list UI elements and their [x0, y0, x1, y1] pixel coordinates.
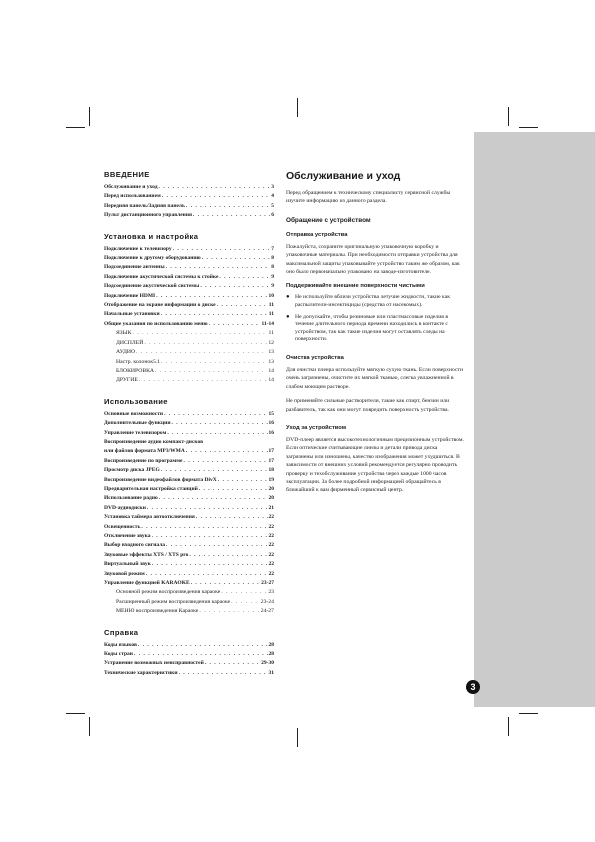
toc-leader-dots	[189, 551, 267, 560]
toc-leader-dots	[173, 245, 271, 254]
toc-entry-page: 11-14	[261, 320, 274, 327]
maintenance-heading: Уход за устройством	[286, 425, 347, 432]
toc-entry-label: АУДИО	[116, 349, 136, 356]
toc-leader-dots	[161, 358, 267, 367]
toc-section	[104, 628, 274, 679]
toc-leader-dots	[179, 669, 268, 678]
toc-entry-page: 31	[268, 669, 274, 676]
toc-entry-label: Передняя панель/Задняя панель	[104, 202, 185, 209]
toc-entry	[104, 659, 274, 668]
toc-leader-dots	[138, 641, 268, 650]
toc-entry	[104, 211, 274, 220]
toc-entry	[104, 273, 274, 282]
toc-entry-page: 21	[268, 504, 274, 511]
toc-entry	[104, 358, 274, 367]
toc-leader-dots	[219, 273, 270, 282]
toc-entry-label: Основные возможности	[104, 410, 164, 417]
toc-entry-label: Выбор входного сигнала	[104, 542, 166, 549]
toc-leader-dots	[161, 466, 268, 475]
toc-leader-dots	[161, 310, 268, 319]
toc-entry-page: 22	[268, 523, 274, 530]
toc-entry-page: 3	[271, 184, 274, 190]
toc-leader-dots	[132, 329, 267, 338]
toc-leader-dots	[162, 192, 270, 201]
toc-entry	[104, 523, 274, 532]
toc-entry-page: 28	[268, 651, 274, 658]
toc-entry-page: 23-24	[260, 598, 274, 605]
cleaning-heading: Очистка устройства	[286, 355, 344, 361]
toc-entry-label: Подключение HDMI	[104, 292, 156, 299]
toc-entry-page: 16	[268, 420, 274, 427]
toc-entry-page: 19	[268, 476, 274, 483]
toc-entry-label: Перед использованием	[104, 193, 161, 200]
section-heading: Обращение с устройством	[286, 216, 371, 224]
toc-entry-label: Коды языков	[104, 641, 137, 648]
toc-entry-label: МЕНЮ воспроизведения Караоке	[116, 608, 199, 615]
toc-entry	[104, 588, 274, 597]
table-of-contents	[104, 170, 274, 689]
toc-entry-label: DVD-аудиодиски	[104, 504, 146, 511]
toc-entry	[104, 329, 274, 338]
toc-heading: ВВЕДЕНИЕ	[104, 170, 150, 179]
toc-entry-label: Воспроизведение по программе	[104, 457, 183, 464]
toc-entry-page: 10	[268, 292, 274, 299]
toc-entry-label: Обслуживание и уход	[104, 184, 158, 190]
toc-entry	[104, 669, 274, 678]
toc-entry	[104, 457, 274, 466]
toc-leader-dots	[202, 254, 270, 263]
crop-mark	[508, 107, 509, 126]
toc-entry-label: Подсоединение антенны	[104, 264, 165, 271]
intro-text: Перед обращением к техническому специалисту сервисной службы изучите информацию из данного раздела.	[286, 190, 451, 205]
crop-mark	[66, 713, 85, 714]
toc-entry-label: Звуковой режим	[104, 570, 145, 577]
cleaning-text: Для очистки плеера используйте мягкую сухую ткань. Если поверхности очень загрязнены, очистите их мягкой тканью, слегка увлажненной в слабом моющем растворе.	[286, 367, 464, 390]
toc-entry-label: Установка таймера автоотключения	[104, 514, 195, 521]
crop-mark	[519, 127, 538, 128]
toc-leader-dots	[205, 659, 260, 668]
toc-entry-page: 18	[268, 467, 274, 474]
toc-entry-page: 8	[271, 255, 274, 262]
toc-entry	[104, 570, 274, 579]
list-item	[286, 314, 464, 344]
toc-leader-dots	[217, 301, 268, 310]
toc-entry-label: Виртуальный звук	[104, 561, 151, 568]
toc-leader-dots	[164, 410, 267, 419]
toc-entry	[104, 607, 274, 616]
toc-entry-label: Использование радио	[104, 495, 158, 502]
toc-entry-page: 22	[268, 542, 274, 549]
shipping-heading: Отправка устройства	[286, 231, 348, 238]
toc-leader-dots	[186, 202, 270, 211]
toc-entry-page: 22	[268, 514, 274, 521]
toc-leader-dots	[159, 494, 268, 503]
toc-entry-label: Подключение акустической системы к стойке	[104, 273, 219, 280]
toc-entry	[104, 485, 274, 494]
toc-entry	[104, 339, 274, 348]
toc-entry-page: 9	[271, 273, 274, 280]
toc-entry-label: Отключение звука	[104, 533, 151, 539]
toc-leader-dots	[221, 588, 267, 597]
toc-entry-page: 28	[268, 641, 274, 648]
toc-entry-label: Устранение возможных неисправностей	[104, 660, 204, 667]
toc-leader-dots	[199, 485, 268, 494]
toc-entry	[104, 650, 274, 659]
toc-leader-dots	[152, 532, 268, 541]
toc-leader-dots	[134, 650, 268, 659]
toc-leader-dots	[146, 570, 268, 579]
bullet-icon: ●	[286, 313, 290, 320]
toc-leader-dots	[155, 367, 267, 376]
toc-entry-page: 8	[271, 264, 274, 271]
toc-leader-dots	[136, 348, 267, 357]
toc-entry-page: 11	[268, 311, 274, 318]
toc-entry-page: 13	[268, 358, 274, 365]
toc-leader-dots	[183, 457, 267, 466]
toc-entry-label: Дополнительные функции	[104, 420, 171, 427]
toc-entry	[104, 438, 274, 447]
toc-entry-label: Технические характеристики	[104, 669, 178, 676]
toc-entry-page: 14	[268, 377, 274, 384]
crop-mark	[519, 713, 538, 714]
toc-entry-label: Воспроизведение аудио компакт-дисков	[104, 438, 204, 445]
toc-entry	[104, 320, 274, 329]
toc-entry-label: Коды стран	[104, 651, 133, 658]
toc-leader-dots	[158, 183, 270, 192]
toc-entry-page: 15	[268, 410, 274, 417]
toc-entry-label: БЛОКИРОВКА	[116, 367, 155, 374]
toc-section	[104, 232, 274, 386]
toc-entry-label: Управление функцией KARAOKE	[104, 580, 190, 587]
toc-entry-page: 13	[268, 349, 274, 356]
toc-entry-page: 24-27	[260, 608, 274, 615]
toc-leader-dots	[152, 560, 268, 569]
toc-entry-label: Общие указания по использованию меню	[104, 320, 208, 327]
toc-entry-label: Начальные установки	[104, 311, 160, 318]
toc-entry-label: или файлов формата MP3/WMA	[104, 448, 185, 455]
toc-leader-dots	[144, 339, 267, 348]
toc-entry	[104, 245, 274, 254]
toc-entry-label: Звуковые эффекты XTS / XTS pro	[104, 551, 189, 558]
toc-entry-label: Предварительная настройка станций	[104, 485, 198, 492]
toc-leader-dots	[196, 513, 268, 522]
toc-leader-dots	[156, 292, 267, 301]
toc-entry	[104, 263, 274, 272]
toc-heading: Установка и настройка	[104, 231, 199, 241]
toc-leader-dots	[200, 282, 270, 291]
toc-entry-page: 16	[268, 429, 274, 436]
toc-entry	[104, 532, 274, 541]
toc-entry-page: 20	[268, 485, 274, 492]
crop-mark	[89, 717, 90, 736]
toc-leader-dots	[141, 523, 267, 532]
toc-entry-page: 20	[268, 495, 274, 502]
toc-entry	[104, 598, 274, 607]
toc-entry	[104, 494, 274, 503]
list-item	[286, 294, 464, 309]
surfaces-heading: Поддерживайте внешние поверхности чистыми	[286, 283, 425, 290]
toc-entry-label: ДРУГИЕ	[116, 377, 138, 384]
toc-leader-dots	[147, 504, 268, 513]
toc-entry	[104, 202, 274, 211]
toc-entry	[104, 192, 274, 201]
toc-entry	[104, 504, 274, 513]
toc-entry-page: 22	[268, 570, 274, 577]
care-section	[286, 170, 464, 501]
cleaning-warning-text: Не применяйте сильные растворители, такие как спирт, бензин или разбавитель, так как они могут повредить поверхность устройства.	[286, 398, 450, 413]
toc-entry-label: Пульт дистанционного управления	[104, 212, 192, 219]
toc-entry	[104, 541, 274, 550]
toc-leader-dots	[191, 579, 261, 588]
toc-entry-page: 4	[271, 193, 274, 200]
toc-leader-dots	[166, 263, 271, 272]
toc-entry-page: 7	[271, 245, 274, 252]
toc-section	[104, 170, 274, 221]
toc-entry-label: Подсоединение акустической системы	[104, 283, 200, 290]
toc-entry-page: 14	[268, 367, 274, 374]
side-band	[474, 132, 595, 707]
page-number-badge: 3	[466, 680, 480, 694]
toc-entry-label: ДИСПЛЕЙ	[116, 339, 144, 346]
toc-leader-dots	[171, 419, 267, 428]
toc-leader-dots	[209, 320, 261, 329]
toc-entry	[104, 183, 274, 192]
shipping-text: Пожалуйста, сохраните оригинальную упаковочную коробку и упаковочные материалы. При необходимости отправки устройства для максимальной защиты упаковывайте устройство таким же образом, как оно было первоначально упаковано на заводе-изготовителе.	[286, 243, 460, 276]
bullet-icon: ●	[286, 294, 290, 301]
toc-entry-page: 12	[268, 339, 274, 346]
toc-entry-page: 6	[271, 212, 274, 219]
toc-heading: Справка	[104, 627, 139, 637]
toc-entry-page: 17	[268, 448, 274, 455]
toc-leader-dots	[218, 476, 268, 485]
toc-entry	[104, 476, 274, 485]
toc-leader-dots	[186, 447, 268, 456]
maintenance-text: DVD-плеер является высокотехнологичным прецизионным устройством. Если оптические считывающие линзы и детали привода диска загрязнены или изношены, качество изображения может ухудшиться. В зависимости от внешних условий рекомендуется регулярно проводить проверку и техобслуживание устройства через каждые 1000 часов эксплуатации. За более подробной информацией обращайтесь в ближайший к вам фирменный сервисный центр.	[286, 437, 464, 494]
toc-entry	[104, 254, 274, 263]
toc-entry-label: Подключение к другому оборудованию	[104, 255, 201, 262]
toc-leader-dots	[167, 429, 267, 438]
toc-entry-page: 23	[268, 589, 274, 596]
toc-entry-label: Настр. колонок5.1	[116, 358, 161, 365]
toc-entry-page: 22	[268, 561, 274, 568]
toc-entry-page: 17	[268, 457, 274, 464]
toc-entry-page: 11	[268, 330, 274, 337]
toc-entry	[104, 429, 274, 438]
bullet-text: Не используйте вблизи устройства летучие жидкости, такие как распылители-инсектициды (средства от насекомых).	[295, 294, 450, 309]
toc-entry-label: Отображение на экране информации о диске	[104, 302, 216, 309]
toc-entry-page: 5	[271, 202, 274, 209]
toc-entry-label: Освещенность	[104, 523, 141, 530]
toc-entry-label: Расширенный режим воспроизведения караоке	[116, 598, 231, 605]
toc-entry	[104, 301, 274, 310]
toc-entry-page: 22	[268, 551, 274, 558]
toc-heading: Использование	[104, 396, 168, 406]
crop-mark	[297, 728, 298, 747]
crop-mark	[297, 98, 298, 117]
toc-entry	[104, 551, 274, 560]
toc-entry	[104, 513, 274, 522]
page-title: Обслуживание и уход	[286, 170, 401, 182]
toc-entry	[104, 419, 274, 428]
toc-leader-dots	[139, 376, 268, 385]
toc-leader-dots	[231, 598, 260, 607]
toc-entry-page: 23-27	[261, 580, 274, 587]
toc-section	[104, 397, 274, 617]
crop-mark	[66, 127, 85, 128]
toc-leader-dots	[166, 541, 267, 550]
toc-entry	[104, 560, 274, 569]
toc-entry	[104, 410, 274, 419]
toc-entry-label: Подключение к телевизору	[104, 245, 172, 252]
toc-entry-page: 11	[268, 302, 274, 309]
toc-entry-page: 22	[268, 533, 274, 539]
toc-entry	[104, 447, 274, 456]
toc-entry-label: Просмотр диска JPEG	[104, 467, 160, 474]
bullet-text: Не допускайте, чтобы резиновые или пластмассовые изделия в течение длительного периода времени находились в контакте с устройством, так как такие изделия могут оставлять следы на поверхности.	[295, 313, 449, 343]
toc-entry-label: ЯЗЫК	[116, 330, 132, 337]
crop-mark	[508, 717, 509, 736]
toc-entry	[104, 641, 274, 650]
toc-entry	[104, 376, 274, 385]
toc-entry	[104, 367, 274, 376]
toc-entry-label: Воспроизведение видеофайлов формата DivX	[104, 476, 217, 483]
toc-entry	[104, 579, 274, 588]
crop-mark	[89, 107, 90, 126]
toc-leader-dots	[193, 211, 270, 220]
toc-entry	[104, 466, 274, 475]
toc-entry-page: 9	[271, 283, 274, 290]
toc-entry-label: Управление телевизором	[104, 429, 167, 436]
toc-entry-label: Основной режим воспроизведения караоке	[116, 589, 221, 596]
toc-entry	[104, 292, 274, 301]
toc-entry-page: 29-30	[261, 660, 274, 667]
toc-entry	[104, 282, 274, 291]
toc-entry	[104, 348, 274, 357]
toc-leader-dots	[199, 607, 259, 616]
toc-entry	[104, 310, 274, 319]
